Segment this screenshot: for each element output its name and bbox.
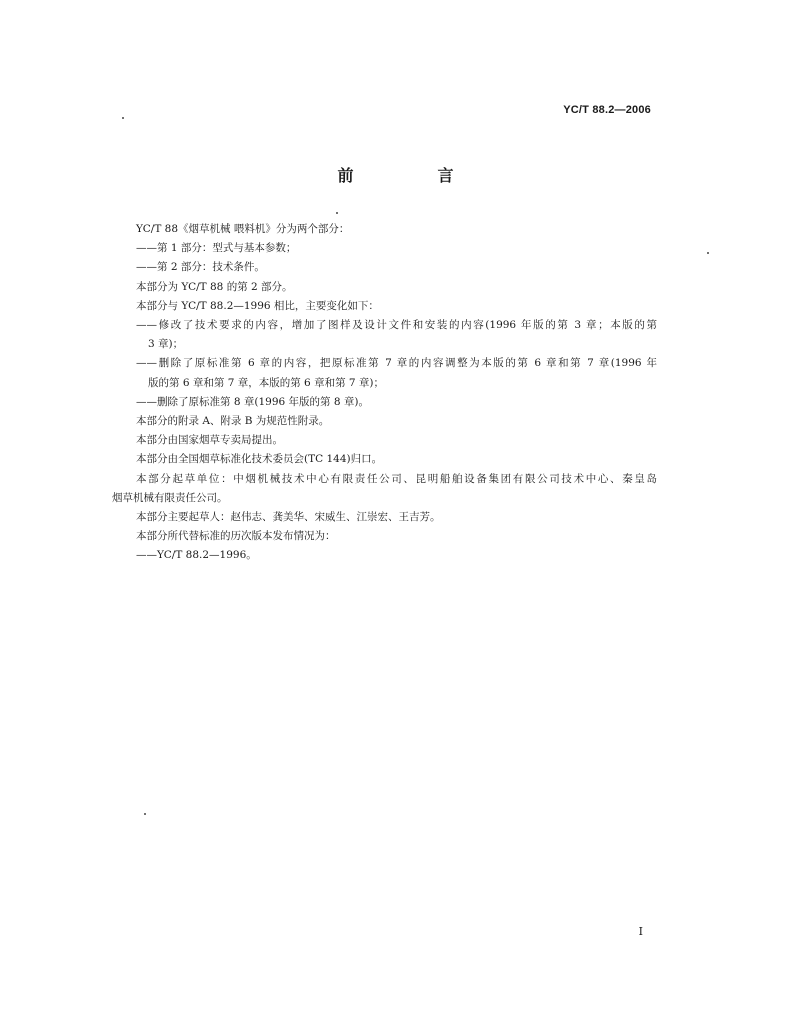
paragraph-line: ——YC/T 88.2—1996。 xyxy=(136,549,257,562)
scan-speck xyxy=(144,813,146,815)
paragraph-line: 本部分为 YC/T 88 的第 2 部分。 xyxy=(136,280,293,293)
scan-speck xyxy=(122,117,124,119)
paragraph-line: 本部分与 YC/T 88.2—1996 相比，主要变化如下： xyxy=(136,299,379,312)
paragraph-line: 本部分所代替标准的历次版本发布情况为： xyxy=(136,530,336,543)
paragraph-line: ——第 1 部分：型式与基本参数； xyxy=(136,242,297,255)
paragraph-line: 本部分的附录 A、附录 B 为规范性附录。 xyxy=(136,415,330,428)
paragraph-line: ——删除了原标准第 6 章的内容，把原标准第 7 章的内容调整为本版的第 6 章和第 7 章(1996 年 xyxy=(136,357,657,370)
paragraph-line: 3 章)； xyxy=(148,338,184,351)
paragraph-line: ——修改了技术要求的内容，增加了图样及设计文件和安装的内容(1996 年版的第 3 章；本版的第 xyxy=(136,319,657,332)
paragraph-line: 本部分起草单位：中烟机械技术中心有限责任公司、昆明船舶设备集团有限公司技术中心、秦皇岛 xyxy=(136,472,657,485)
paragraph-line: YC/T 88《烟草机械 喂料机》分为两个部分： xyxy=(136,223,350,235)
scan-speck xyxy=(336,212,338,214)
document-code: YC/T 88.2—2006 xyxy=(563,104,651,116)
scan-speck xyxy=(707,252,709,254)
page-number: I xyxy=(638,925,643,938)
paragraph-line: ——第 2 部分：技术条件。 xyxy=(136,261,265,274)
foreword-body xyxy=(112,220,657,566)
paragraph-line: 烟草机械有限责任公司。 xyxy=(112,491,228,504)
paragraph-line: 本部分主要起草人：赵伟志、龚美华、宋威生、江崇宏、王吉芳。 xyxy=(136,511,441,524)
paragraph-line: 本部分由全国烟草标准化技术委员会(TC 144)归口。 xyxy=(136,453,383,466)
paragraph-line: 版的第 6 章和第 7 章，本版的第 6 章和第 7 章)； xyxy=(148,376,385,389)
paragraph-line: ——删除了原标准第 8 章(1996 年版的第 8 章)。 xyxy=(136,395,369,408)
page-title: 前 言 xyxy=(337,166,488,185)
paragraph-line: 本部分由国家烟草专卖局提出。 xyxy=(136,434,283,447)
